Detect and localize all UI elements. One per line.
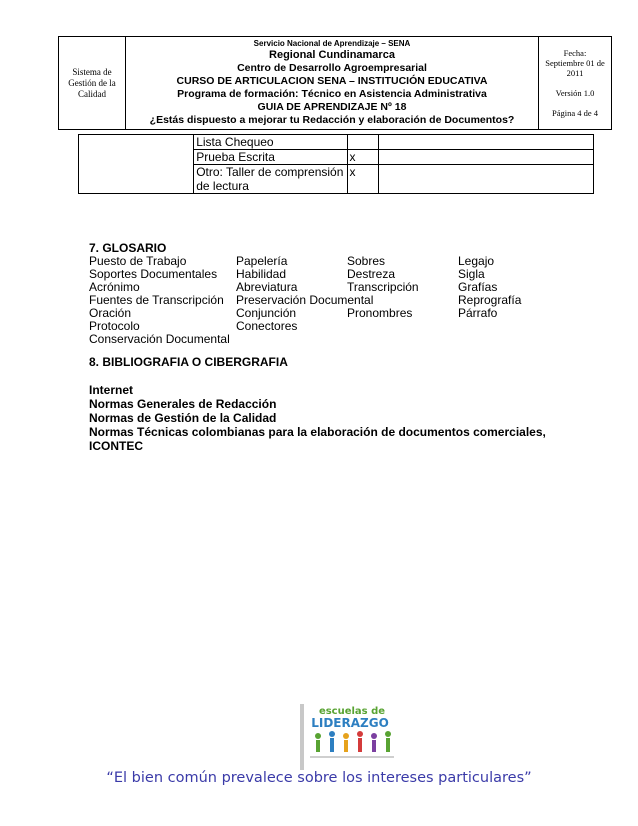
bibliography-list <box>89 383 609 453</box>
escuelas-de-liderazgo-logo <box>300 700 400 776</box>
header-line-2: Regional Cundinamarca <box>269 49 395 61</box>
eval-item: Lista Chequeo <box>194 135 347 150</box>
header-line-3: Centro de Desarrollo Agroempresarial <box>237 62 427 74</box>
empty-cell <box>79 135 194 194</box>
bibliography-item: Internet <box>89 383 134 397</box>
eval-mark <box>347 135 378 150</box>
header-line-4: CURSO DE ARTICULACION SENA – INSTITUCIÓN EDUCATIVA <box>176 75 488 87</box>
header-line-7: ¿Estás dispuesto a mejorar tu Redacción y elaboración de Documentos? <box>149 114 515 126</box>
eval-mark: x <box>347 150 378 165</box>
logo-line-1: escuelas de <box>318 706 386 717</box>
eval-note <box>378 150 593 165</box>
glossary-term: Conectores <box>236 319 298 333</box>
footer-quote: “El bien común prevalece sobre los intereses particulares” <box>106 770 532 786</box>
glossary-term: Pronombres <box>347 306 413 320</box>
bibliography-item: ICONTEC <box>89 439 143 453</box>
header-line-5: Programa de formación: Técnico en Asistencia Administrativa <box>177 88 487 100</box>
bibliography-item: Normas Generales de Redacción <box>89 397 277 411</box>
glossary-term: Papelería <box>236 254 288 268</box>
quality-system-label: Sistema de Gestión de la Calidad <box>68 66 116 99</box>
glossary-term: Grafías <box>458 280 498 294</box>
header-title-block <box>126 37 539 130</box>
header-line-6: GUIA DE APRENDIZAJE Nº 18 <box>257 101 407 113</box>
glossary-term: Sobres <box>347 254 386 268</box>
date-value: Septiembre 01 de 2011 <box>545 58 605 78</box>
version-label: Versión 1.0 <box>555 88 595 98</box>
glossary-term: Habilidad <box>236 267 287 281</box>
table-row <box>79 135 594 150</box>
glossary-term: Legajo <box>458 254 495 268</box>
glossary-term: Oración <box>89 306 132 320</box>
glossary-term: Sigla <box>458 267 485 281</box>
glossary-term: Conjunción <box>236 306 297 320</box>
bibliography-title: 8. BIBLIOGRAFIA O CIBERGRAFIA <box>89 355 288 369</box>
glossary-term <box>458 320 568 333</box>
eval-note <box>378 135 593 150</box>
bibliography-item: Normas Técnicas colombianas para la elaboración de documentos comerciales, <box>89 425 546 439</box>
glossary-term: Fuentes de Transcripción <box>89 293 224 307</box>
glossary-term: Párrafo <box>458 306 498 320</box>
header-line-1: Servicio Nacional de Aprendizaje – SENA <box>253 39 411 48</box>
eval-item: Prueba Escrita <box>194 150 347 165</box>
header-meta-cell <box>539 37 612 130</box>
glossary-term: Preservación Documental <box>236 293 374 307</box>
glossary-term: Abreviatura <box>236 280 298 294</box>
people-figures-icon <box>315 731 391 752</box>
page-label: Página 4 de 4 <box>551 108 599 118</box>
glossary-term: Soportes Documentales <box>89 267 218 281</box>
glossary-term: Transcripción <box>347 280 419 294</box>
glossary-term: Puesto de Trabajo <box>89 254 187 268</box>
quality-system-cell <box>59 37 126 130</box>
eval-note <box>378 165 593 194</box>
eval-item: Otro: Taller de comprensión de lectura <box>194 165 347 194</box>
main-content <box>89 242 609 453</box>
glossary-term: Conservación Documental <box>89 332 230 346</box>
evaluation-table <box>78 134 594 194</box>
glossary-grid <box>89 255 609 346</box>
document-header <box>58 36 612 130</box>
glossary-term: Destreza <box>347 267 396 281</box>
glossary-title: 7. GLOSARIO <box>89 241 167 255</box>
date-label: Fecha: <box>563 48 587 58</box>
logo-line-2: LIDERAZGO <box>311 716 389 730</box>
bibliography-item: Normas de Gestión de la Calidad <box>89 411 277 425</box>
glossary-term: Protocolo <box>89 319 140 333</box>
glossary-term <box>347 320 458 333</box>
glossary-term: Reprografía <box>458 293 522 307</box>
glossary-term: Acrónimo <box>89 280 140 294</box>
eval-mark: x <box>347 165 378 194</box>
